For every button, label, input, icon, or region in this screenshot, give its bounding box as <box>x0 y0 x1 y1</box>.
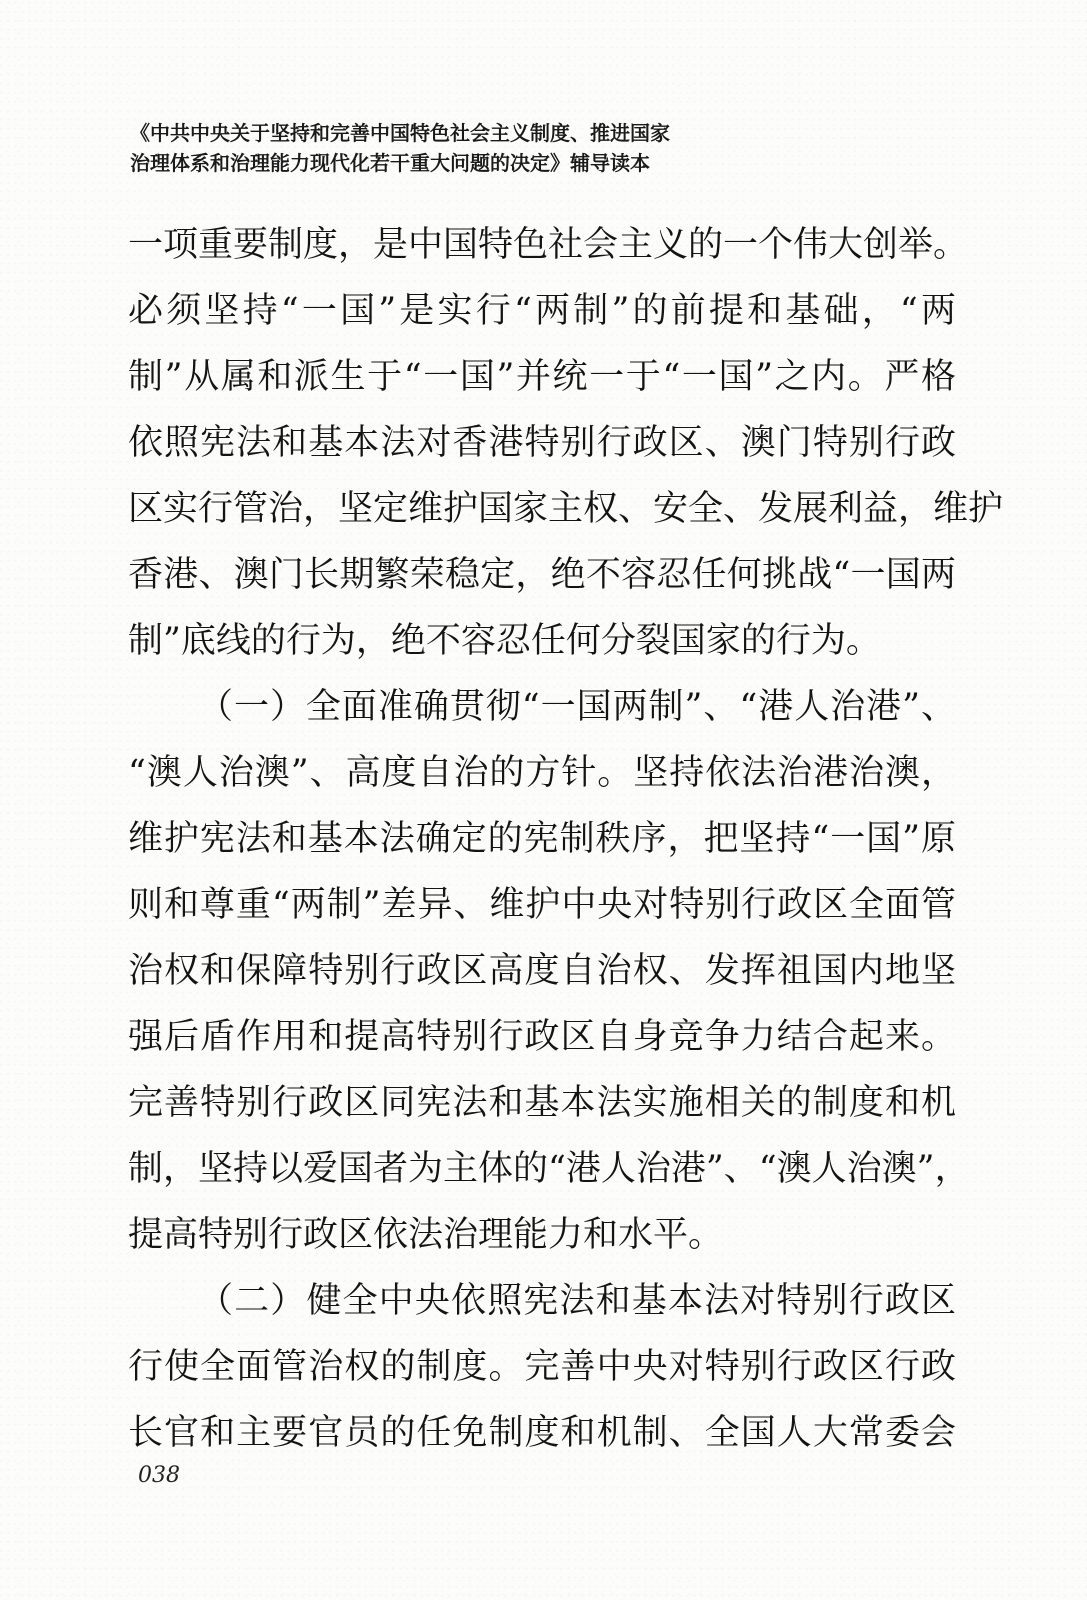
text-line: 区实行管治，坚定维护国家主权、安全、发展利益，维护 <box>128 489 1004 529</box>
page-number: 038 <box>138 1463 180 1488</box>
text-line: 维护宪法和基本法确定的宪制秩序，把坚持“一国”原 <box>128 819 956 859</box>
section-heading-line: （二）健全中央依照宪法和基本法对特别行政区 <box>198 1281 956 1321</box>
text-line: 行使全面管治权的制度。完善中央对特别行政区行政 <box>128 1347 956 1387</box>
text-line: 一项重要制度，是中国特色社会主义的一个伟大创举。 <box>128 225 969 265</box>
text-line: “澳人治澳”、高度自治的方针。坚持依法治港治澳， <box>128 753 956 793</box>
running-header <box>130 118 830 178</box>
text-line: 提高特别行政区依法治理能力和水平。 <box>128 1215 724 1255</box>
section-heading-line: （一）全面准确贯彻“一国两制”、“港人治港”、 <box>198 687 956 727</box>
text-line: 强后盾作用和提高特别行政区自身竞争力结合起来。 <box>128 1017 956 1057</box>
text-line: 则和尊重“两制”差异、维护中央对特别行政区全面管 <box>128 885 956 925</box>
text-line: 制”从属和派生于“一国”并统一于“一国”之内。严格 <box>128 357 956 397</box>
text-line: 制，坚持以爱国者为主体的“港人治港”、“澳人治澳”， <box>128 1149 970 1189</box>
running-header-line-2: 治理体系和治理能力现代化若干重大问题的决定》辅导读本 <box>130 151 650 175</box>
text-line: 完善特别行政区同宪法和基本法实施相关的制度和机 <box>128 1083 956 1123</box>
body-text <box>128 212 1004 1466</box>
text-line: 长官和主要官员的任免制度和机制、全国人大常委会 <box>128 1413 956 1453</box>
text-line: 制”底线的行为，绝不容忍任何分裂国家的行为。 <box>128 621 881 661</box>
running-header-line-1: 《中共中央关于坚持和完善中国特色社会主义制度、推进国家 <box>130 121 670 145</box>
text-line: 香港、澳门长期繁荣稳定，绝不容忍任何挑战“一国两 <box>128 555 956 595</box>
text-line: 治权和保障特别行政区高度自治权、发挥祖国内地坚 <box>128 951 956 991</box>
text-line: 必须坚持“一国”是实行“两制”的前提和基础，“两 <box>128 291 956 331</box>
text-line: 依照宪法和基本法对香港特别行政区、澳门特别行政 <box>128 423 956 463</box>
